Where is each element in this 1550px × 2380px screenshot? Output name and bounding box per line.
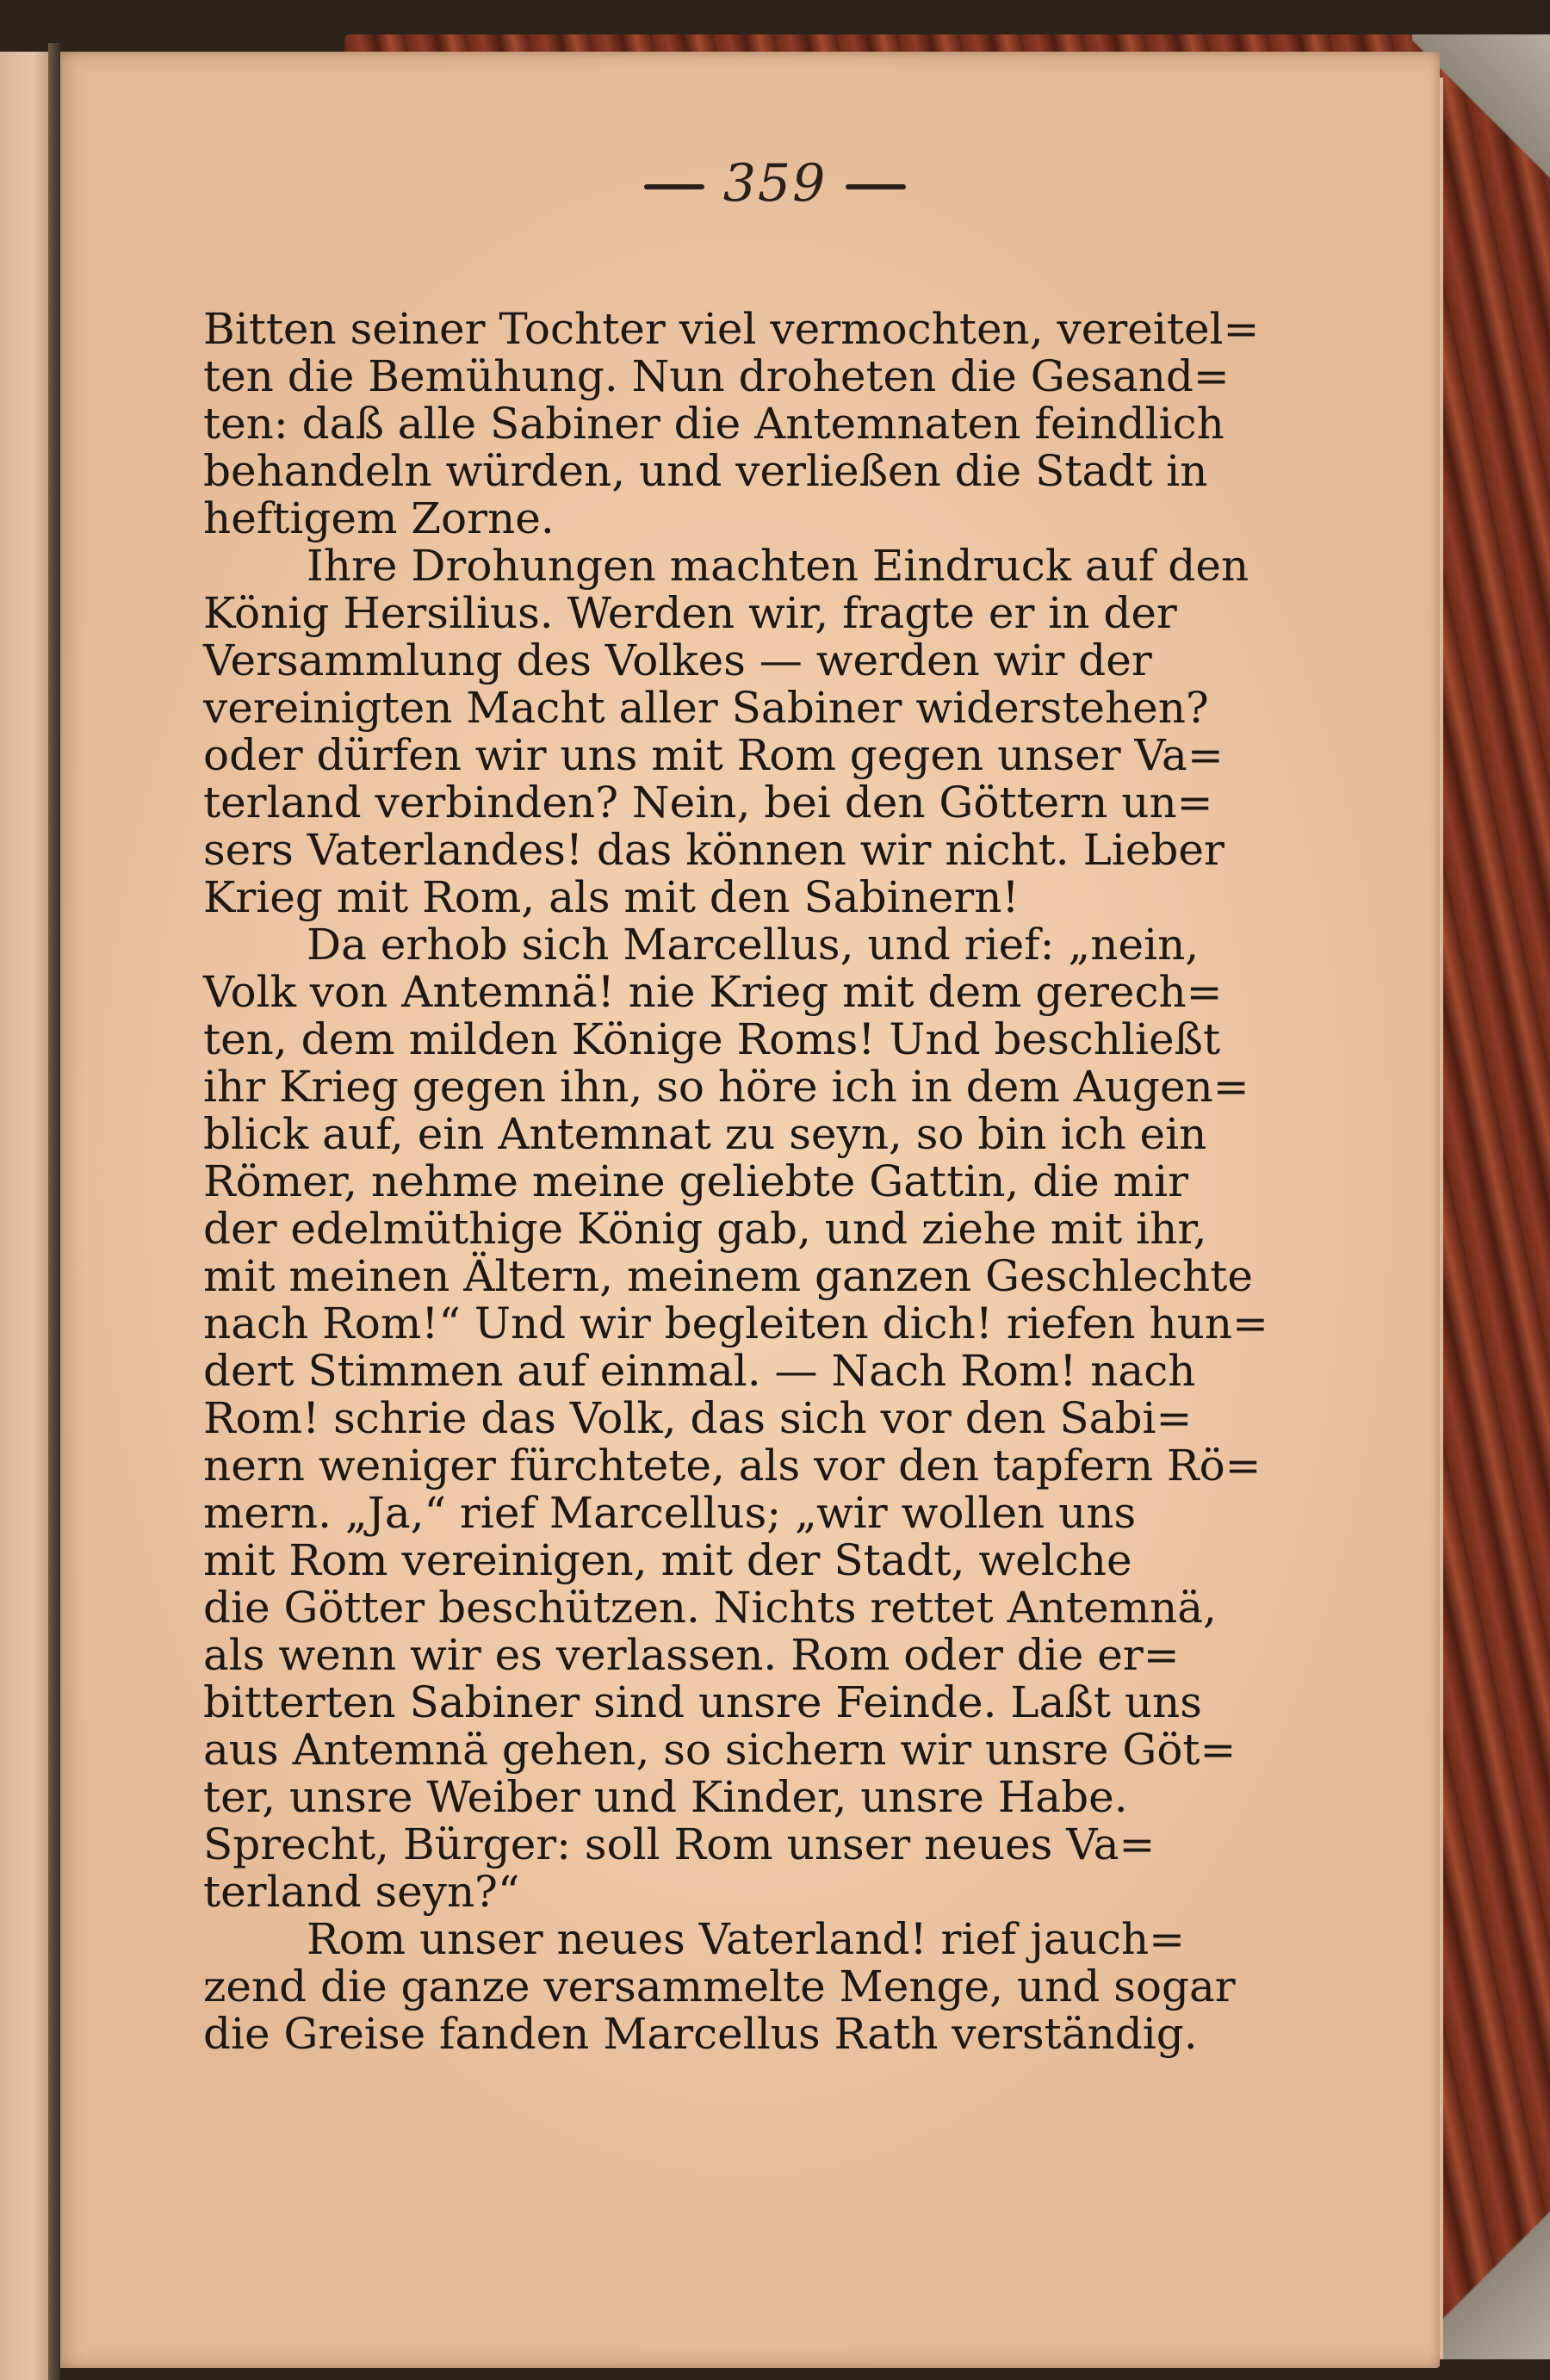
- text-line: bitterten Sabiner sind unsre Feinde. Laßt uns: [203, 1677, 1202, 1727]
- text-line: ten, dem milden Könige Roms! Und beschließt: [203, 1014, 1221, 1064]
- text-line: ter, unsre Weiber und Kinder, unsre Habe.: [203, 1772, 1128, 1822]
- page-header: [0, 153, 1550, 214]
- text-line: ten die Bemühung. Nun droheten die Gesand=: [203, 351, 1230, 401]
- text-line: blick auf, ein Antemnat zu seyn, so bin ich ein: [203, 1109, 1207, 1159]
- text-line: mern. „Ja,“ rief Marcellus; „wir wollen uns: [203, 1488, 1137, 1538]
- page-number: 359: [722, 153, 828, 214]
- body-text: [203, 304, 1268, 2059]
- text-line: ihr Krieg gegen ihn, so höre ich in dem Augen=: [203, 1062, 1249, 1112]
- text-line: die Greise fanden Marcellus Rath verständig.: [203, 2009, 1198, 2059]
- text-line: mit meinen Ältern, meinem ganzen Geschlechte: [203, 1251, 1253, 1301]
- text-line: nach Rom!“ Und wir begleiten dich! riefen hun=: [203, 1298, 1268, 1348]
- text-line: Sprecht, Bürger: soll Rom unser neues Va=: [203, 1819, 1156, 1869]
- text-line: Bitten seiner Tochter viel vermochten, vereitel=: [203, 304, 1260, 354]
- text-line: oder dürfen wir uns mit Rom gegen unser Va=: [203, 730, 1224, 780]
- text-line: terland verbinden? Nein, bei den Göttern un=: [203, 778, 1213, 827]
- text-line: Römer, nehme meine geliebte Gattin, die mir: [203, 1156, 1188, 1206]
- text-line: zend die ganze versammelte Menge, und sogar: [203, 1962, 1236, 2011]
- text-line: terland seyn?“: [203, 1867, 520, 1917]
- text-line: ten: daß alle Sabiner die Antemnaten feindlich: [203, 399, 1224, 449]
- text-line: Rom unser neues Vaterland! rief jauch=: [307, 1914, 1186, 1964]
- text-line: behandeln würden, und verließen die Stadt in: [203, 446, 1208, 496]
- text-line: Rom! schrie das Volk, das sich vor den Sabi=: [203, 1393, 1193, 1443]
- text-line: dert Stimmen auf einmal. — Nach Rom! nach: [203, 1346, 1196, 1396]
- text-line: heftigem Zorne.: [203, 493, 555, 543]
- previous-page-edge: [0, 52, 55, 2380]
- text-line: die Götter beschützen. Nichts rettet Antemnä,: [203, 1583, 1217, 1633]
- header-dash-left: [644, 184, 704, 189]
- text-line: Krieg mit Rom, als mit den Sabinern!: [203, 872, 1020, 922]
- text-line: mit Rom vereinigen, mit der Stadt, welche: [203, 1535, 1132, 1585]
- text-line: nern weniger fürchtete, als vor den tapfern Rö=: [203, 1441, 1262, 1491]
- book-gutter: [48, 43, 60, 2380]
- text-line: vereinigten Macht aller Sabiner widerstehen?: [203, 683, 1209, 733]
- text-line: sers Vaterlandes! das können wir nicht. Lieber: [203, 825, 1224, 875]
- text-line: Versammlung des Volkes — werden wir der: [203, 635, 1152, 685]
- text-line: König Hersilius. Werden wir, fragte er in der: [203, 588, 1177, 638]
- text-line: Ihre Drohungen machten Eindruck auf den: [307, 541, 1249, 591]
- text-line: der edelmüthige König gab, und ziehe mit ihr,: [203, 1204, 1207, 1254]
- text-line: aus Antemnä gehen, so sichern wir unsre Göt=: [203, 1725, 1237, 1775]
- text-line: Da erhob sich Marcellus, und rief: „nein,: [307, 920, 1200, 970]
- header-dash-right: [846, 184, 906, 189]
- text-line: als wenn wir es verlassen. Rom oder die er=: [203, 1630, 1180, 1680]
- text-line: Volk von Antemnä! nie Krieg mit dem gerech=: [203, 967, 1223, 1017]
